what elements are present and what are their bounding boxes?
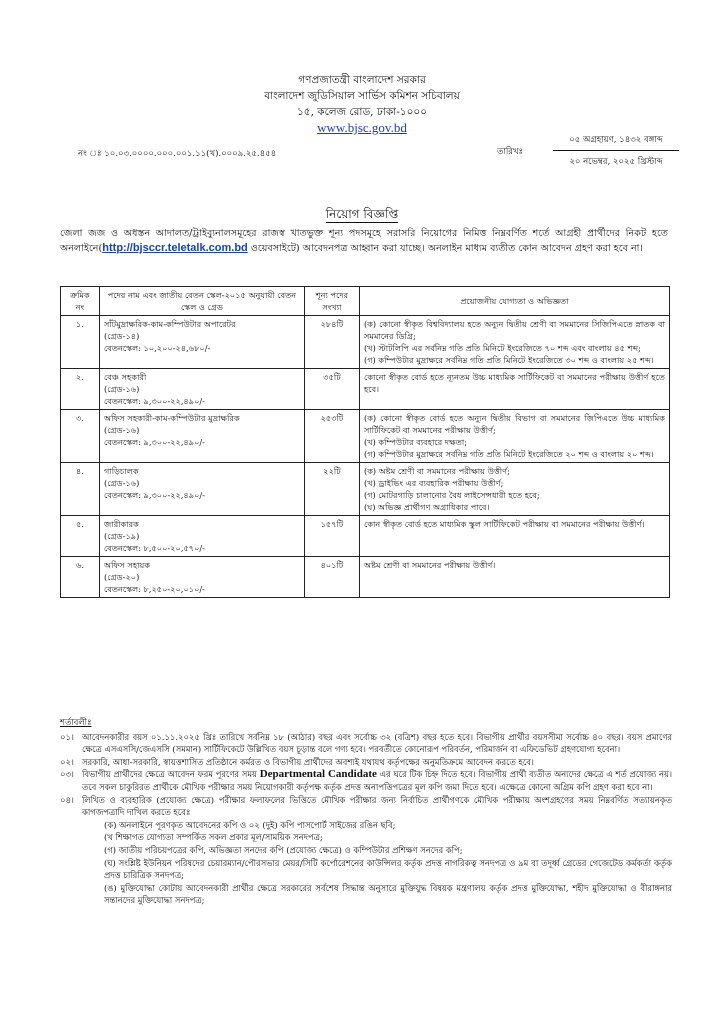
- header-count: শূন্য পদের সংখ্যা: [305, 287, 360, 316]
- qualification-item: (ক) কোনো স্বীকৃত বোর্ড হতে অন্যুন দ্বিতীয় বিভাগ বা সমমানের জিপিএতে উচ্চ মাধ্যমিক সার্টিফিকেট বা সমমানের পরীক্ষায় উত্তীর্ণ;: [364, 413, 665, 435]
- row-post: [100, 316, 305, 369]
- header-qualification: প্রয়োজনীয় যোগ্যতা ও অভিজ্ঞতা: [360, 287, 670, 316]
- row-serial: ২.: [61, 369, 100, 410]
- post-grade: (গ্রেড-১৬): [104, 425, 140, 435]
- post-scale: বেতনস্কেল: ৮,২৫০-২০,০১০/-: [104, 584, 205, 594]
- application-link[interactable]: http://bjsccr.teletalk.com.bd: [102, 242, 248, 254]
- condition-item: ০৩। বিভাগীয় প্রার্থীদের ক্ষেত্রে আবেদন ফরম পূরণের সময় Departmental Candidate এর ঘরে টিক চিহ্ন দিতে হবে। বিভাগীয় প্রার্থী ব্যতীত অন্যদের ক্ষেত্রে এ শর্ত প্রযোজ্য নয়। তবে সকল চাকুরিরত প্রার্থীকে মৌখিক পরীক্ষার সময় নিয়োগকারী কর্তৃপক্ষ কর্তৃক প্রদত্ত অনাপত্তিপত্রের মূল কপি জমা দিতে হবে। এক্ষেত্রে কোনো অগ্রিম কপি গ্রহণ করা হবে না।: [60, 768, 672, 792]
- table-row: [61, 369, 670, 410]
- post-scale: বেতনস্কেল: ৯,৩০০-২২,৪৯০/-: [104, 437, 205, 447]
- qualification-item: (গ) কম্পিউটার মুদ্রাক্ষরে সর্বনিম্ন গতি প্রতি মিনিটে ইংরেজিতে ২০ শব্দ ও বাংলায় ২০ শব্দ।: [364, 449, 654, 459]
- date-english: ২০ নভেম্বর, ২০২৫ খ্রিস্টাব্দ: [569, 157, 663, 167]
- date-label: তারিখঃ: [497, 147, 524, 157]
- post-grade: (গ্রেড-১৬): [104, 478, 140, 488]
- post-grade: (গ্রেড-১৬): [104, 384, 140, 394]
- row-count: ২৮৪টি: [305, 316, 360, 369]
- row-serial: ৪.: [61, 463, 100, 516]
- qualification-item: কোন স্বীকৃত বোর্ড হতে মাধ্যমিক স্কুল সার্টিফিকেট পরীক্ষায় বা সমমানের পরীক্ষায় উত্তীর্ণ।: [364, 519, 645, 529]
- document-list-item: (ক) অনলাইনে পূরণকৃত আবেদনের কপি ও ০২ (দুই) কপি পাসপোর্ট সাইজের রঙিন ছবি;: [104, 819, 396, 830]
- table-row: [61, 410, 670, 463]
- post-grade: (গ্রেড-১৯): [104, 531, 140, 541]
- row-qualification: [360, 516, 670, 557]
- row-qualification: [360, 410, 670, 463]
- intro-paragraph: জেলা জজ ও অধস্তন আদালত/ট্রাইব্যুনালসমূহের রাজস্ব খাতভুক্ত শূন্য পদসমূহে সরাসরি নিয়োগের নিমিত্ত নিম্নবর্ণিত শর্তে আগ্রহী প্রার্থীদের নিকট হতে অনলাইনে(http://bjsccr.teletalk.com.bd ওয়েবসাইটে) আবেদনপত্র আহ্বান করা যাচ্ছে। অনলাইন মাধ্যম ব্যতীত কোন আবেদন গ্রহণ করা হবে না।: [60, 228, 668, 254]
- post-post: অফিস সহায়ক: [104, 560, 151, 570]
- row-post: [100, 369, 305, 410]
- document-list: [60, 819, 672, 907]
- table-header-row: [61, 287, 670, 316]
- row-count: ৩৫টি: [305, 369, 360, 410]
- qualification-item: (ক) কোনো স্বীকৃত বিশ্ববিদ্যালয় হতে অন্যুন দ্বিতীয় শ্রেণী বা সমমানের সিজিপিএতে স্নাতক বা সমমানের ডিগ্রি;: [364, 319, 665, 341]
- qualification-item: (ঘ) অভিজ্ঞ প্রার্থীগণ অগ্রাধিকার পাবে।: [364, 502, 490, 512]
- row-qualification: [360, 316, 670, 369]
- departmental-candidate-label: Departmental Candidate: [259, 768, 377, 781]
- document-list-item: (ঘ) সংশ্লিষ্ট ইউনিয়ন পরিষদের চেয়ারম্যান/পৌরসভার মেয়র/সিটি কর্পোরেশনের কাউন্সিলর কর্তৃক প্রদত্ত নাগরিকত্ব সনদপত্র ও ৯ম বা তদূর্ধ্ব গ্রেডের গেজেটেড কর্মকর্তা কর্তৃক প্রদত্ত চারিত্রিক সনদপত্র;: [104, 857, 672, 881]
- post-post: বেঞ্চ সহকারী: [104, 372, 147, 382]
- document-list-item: (খ শিক্ষাগত যোগ্যতা সম্পর্কিত সকল প্রকার মূল/সাময়িক সনদপত্র;: [104, 832, 323, 843]
- post-grade: (গ্রেড-১৪): [104, 331, 140, 341]
- row-serial: ৫.: [61, 516, 100, 557]
- condition-item: ০২। সরকারি, আধা-সরকারি, স্বায়ত্তশাসিত প্রতিষ্ঠানে কর্মরত ও বিভাগীয় প্রার্থীদের অবশ্যই যথাযথ কর্তৃপক্ষের অনুমতিক্রমে আবেদন করতে হবে।: [60, 756, 534, 767]
- vacancy-table: [60, 286, 670, 598]
- qualification-item: (খ) ড্রাইভিং এর ব্যবহারিক পরীক্ষায় উত্তীর্ণ;: [364, 478, 504, 488]
- table-row: [61, 463, 670, 516]
- date-bangla: ০৫ অগ্রহায়ণ, ১৪৩২ বঙ্গাব্দ: [553, 133, 679, 151]
- condition-item: ০৪। লিখিত ও ব্যবহারিক (প্রযোজ্য ক্ষেত্রে) পরীক্ষার ফলাফলের ভিত্তিতে মৌখিক পরীক্ষার জন্য নির্বাচিত প্রার্থীগণকে মৌখিক পরীক্ষায় অংশগ্রহণের সময় নিম্নবর্ণিত সত্যায়নকৃত কাগজপত্রাদি দাখিল করতে হবেঃ: [60, 794, 672, 818]
- qualification-item: অষ্টম শ্রেণী বা সমমানের পরীক্ষায় উত্তীর্ণ।: [364, 560, 496, 570]
- post-scale: বেতনস্কেল: ৮,৫০০-২০,৫৭০/-: [104, 543, 205, 553]
- row-count: ৪০১টি: [305, 557, 360, 598]
- row-qualification: [360, 463, 670, 516]
- conditions-section: [60, 716, 672, 907]
- post-post: গাড়িচালক: [104, 466, 139, 476]
- condition-item: ০১। আবেদনকারীর বয়স ০১.১১.২০২৫ খ্রিঃ তারিখে সর্বনিম্ন ১৮ (আঠার) বছর এবং সর্বোচ্চ ৩২ (বত্রিশ) বছর হতে হবে। বিভাগীয় প্রার্থীর বয়সসীমা সর্বোচ্চ ৪০ বছর। বয়স প্রমাণের ক্ষেত্রে এসএসসি/জেএসসি (সমমান) সার্টিফিকেটে উল্লিখিত বয়স চূড়ান্ত বলে গণ্য হবে। পরবর্তীতে কোনোরূপ পরিবর্তন, পরিমার্জন বা এফিডেভিট গ্রহণযোগ্য হবেনা।: [60, 731, 672, 755]
- row-serial: ৩.: [61, 410, 100, 463]
- qualification-item: (খ) স্টাটলিপি এর সর্বনিম্ন গতি প্রতি মিনিটে ইংরেজিতে ৭০ শব্দ এবং বাংলায় ৪৫ শব্দ;: [364, 343, 641, 353]
- letterhead: [0, 72, 724, 136]
- post-post: সাঁটমুদ্রাক্ষরিক-কাম-কম্পিউটার অপারেটর: [104, 319, 236, 329]
- header-post: পদের নাম এবং জাতীয় বেতন স্কেল-২০১৫ অনুযায়ী বেতন স্কেল ও গ্রেড: [100, 287, 305, 316]
- post-scale: বেতনস্কেল: ৯,৩০০-২২,৪৯০/-: [104, 490, 205, 500]
- table-row: [61, 316, 670, 369]
- post-post: জারীকারক: [104, 519, 139, 529]
- post-scale: বেতনস্কেল: ৯,৩০০-২২,৪৯০/-: [104, 396, 205, 406]
- row-serial: ৬.: [61, 557, 100, 598]
- table-row: [61, 557, 670, 598]
- row-serial: ১.: [61, 316, 100, 369]
- qualification-item: (ক) অষ্টম শ্রেণী বা সমমানের পরীক্ষায় উত্তীর্ণ;: [364, 466, 510, 476]
- notice-title: নিয়োগ বিজ্ঞপ্তি: [325, 207, 399, 221]
- document-list-item: (ঙ) মুক্তিযোদ্ধা কোটায় আবেদনকারী প্রার্থীর ক্ষেত্রে সরকারের সর্বশেষ সিদ্ধান্ত অনুসারে মুক্তিযুদ্ধ বিষয়ক মন্ত্রণালয় কর্তৃক প্রদত্ত মুক্তিযোদ্ধা, শহীদ মুক্তিযোদ্ধা ও বীরাঙ্গনার সন্তানদের মুক্তিযোদ্ধা সনদপত্র;: [104, 882, 672, 906]
- qualification-item: (গ) মোটরগাড়ি চালানোর বৈধ লাইসেন্সধারী হতে হবে;: [364, 490, 540, 500]
- post-grade: (গ্রেড-২০): [104, 572, 140, 582]
- row-post: [100, 516, 305, 557]
- website-link[interactable]: www.bjsc.gov.bd: [317, 120, 407, 135]
- row-post: [100, 463, 305, 516]
- row-qualification: [360, 369, 670, 410]
- table-row: [61, 516, 670, 557]
- memo-number: নং ঃ ১০.০৩.০০০০.০০০.০০১.১১(খ).০০০৯.২৫.৪৫৪: [78, 149, 277, 159]
- qualification-item: (গ) কম্পিউটার মুদ্রাক্ষরে সর্বনিম্ন গতি প্রতি মিনিটে ইংরেজিতে ৩০ শব্দ ও বাংলায় ২৫ শব্দ।: [364, 355, 654, 365]
- row-post: [100, 410, 305, 463]
- post-post: অফিস সহকারী-কাম-কম্পিউটার মুদ্রাক্ষরিক: [104, 413, 240, 423]
- row-count: ২২টি: [305, 463, 360, 516]
- government-name: গণপ্রজাতন্ত্রী বাংলাদেশ সরকার: [298, 74, 426, 86]
- document-list-item: (গ) জাতীয় পরিচয়পত্রের কপি, অভিজ্ঞতা সনদের কপি (প্রযোজ্য ক্ষেত্রে) ও কম্পিউটার প্রশিক্ষণ সনদের কপি;: [104, 844, 463, 855]
- post-scale: বেতনস্কেল: ১০,২০০-২৪,৬৮০/-: [104, 343, 211, 353]
- conditions-heading: শর্তাবলীঃ: [60, 717, 92, 727]
- office-address: ১৫, কলেজ রোড, ঢাকা-১০০০: [296, 106, 428, 118]
- qualification-item: কোনো স্বীকৃত বোর্ড হতে ন্যূনতম উচ্চ মাধ্যমিক সার্টিফিকেট বা সমমানের পরীক্ষায় উত্তীর্ণ হতে হবে।: [364, 372, 665, 394]
- row-count: ২৫৩টি: [305, 410, 360, 463]
- row-post: [100, 557, 305, 598]
- qualification-item: (খ) কম্পিউটার ব্যবহারে দক্ষতা;: [364, 437, 468, 447]
- office-name: বাংলাদেশ জুডিসিয়াল সার্ভিস কমিশন সচিবালয়: [264, 90, 460, 102]
- row-count: ১৫৭টি: [305, 516, 360, 557]
- header-serial: ক্রমিক নং: [61, 287, 100, 316]
- row-qualification: [360, 557, 670, 598]
